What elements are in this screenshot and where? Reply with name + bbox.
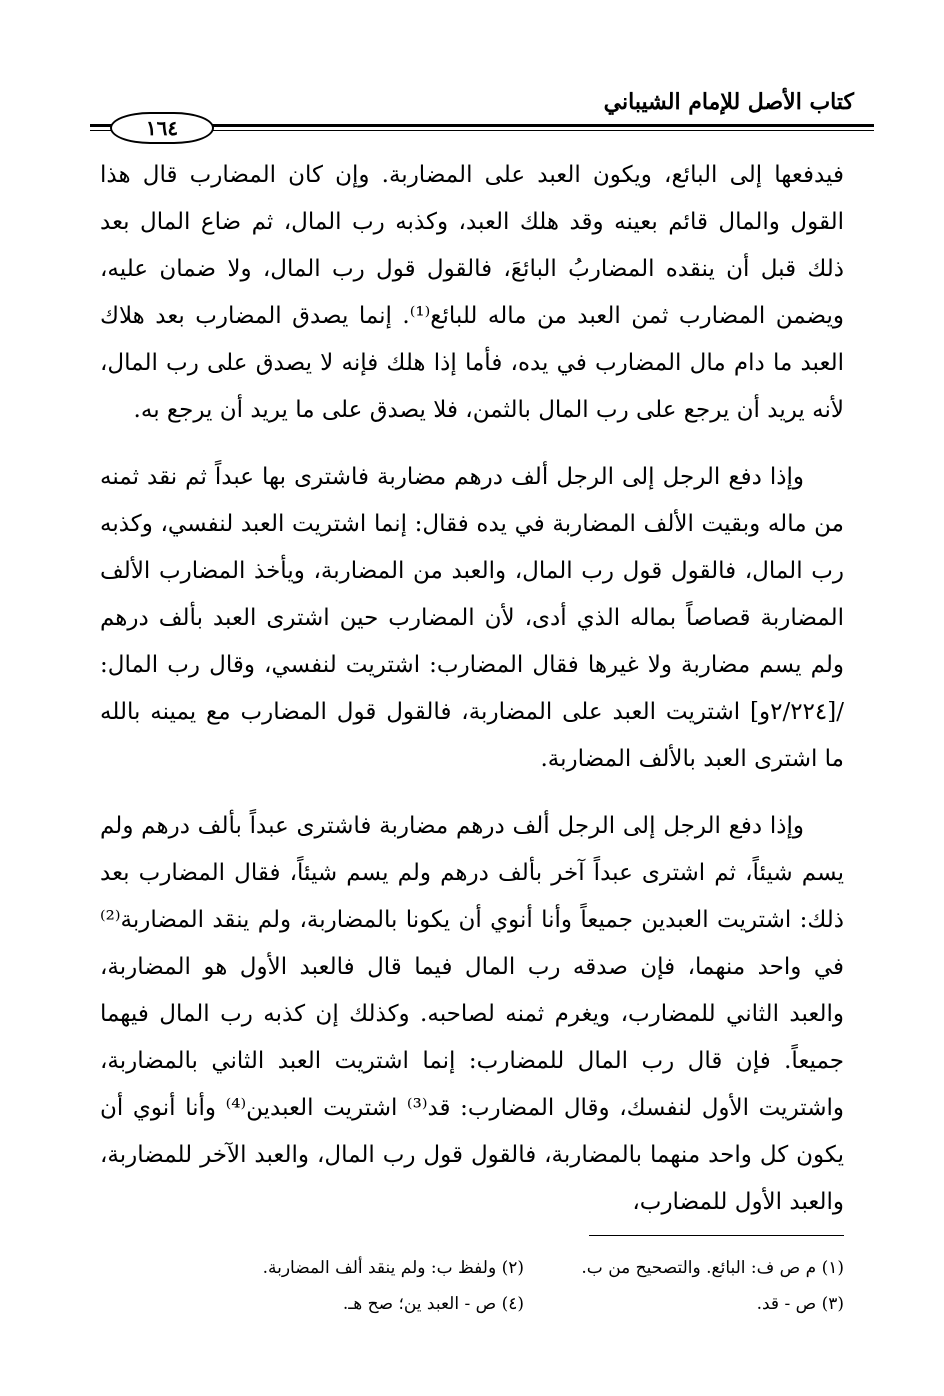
- footnote-1: (١) م ص ف: البائع. والتصحيح من ب.: [581, 1258, 844, 1278]
- footnote-3: (٣) ص - قد.: [756, 1294, 844, 1314]
- paragraph-2: وإذا دفع الرجل إلى الرجل ألف درهم مضاربة فاشترى بها عبداً ثم نقد ثمنه من ماله وبقيت الألف المضاربة في يده فقال: إنما اشتريت العبد لنفسي، وكذبه رب المال، فالقول قول رب المال، والعبد من المضاربة، ويأخذ المضارب الألف المضاربة قصاصاً بماله الذي أدى، لأن المضارب حين اشترى العبد بألف درهم ولم يسم مضاربة ولا غيرها فقال المضارب: اشتريت لنفسي، وقال رب المال: /[٢/٢٢٤و] اشتريت العبد على المضاربة، فالقول قول المضارب مع يمينه بالله ما اشترى العبد بالألف المضاربة.: [100, 464, 844, 772]
- footnote-row-1: [100, 1250, 844, 1286]
- page-header: [70, 88, 874, 140]
- paragraph-3: وإذا دفع الرجل إلى الرجل ألف درهم مضاربة فاشترى عبداً بألف درهم ولم يسم شيئاً، ثم اشترى عبداً آخر بألف درهم ولم يسم شيئاً، فقال المضارب بعد ذلك: اشتريت العبدين جميعاً وأنا أنوي أن يكونا بالمضاربة، ولم ينقد المضاربة⁽²⁾ في واحد منهما، فإن صدقه رب المال فيما قال فالعبد الأول هو المضاربة، والعبد الثاني للمضارب، ويغرم ثمنه لصاحبه. وكذلك إن كذبه رب المال فيهما جميعاً. فإن قال رب المال للمضارب: إنما اشتريت العبد الثاني بالمضاربة، واشتريت الأول لنفسك، وقال المضارب: قد⁽³⁾ اشتريت العبدين⁽⁴⁾ وأنا أنوي أن يكون كل واحد منهما بالمضاربة، فالقول قول رب المال، والعبد الآخر للمضاربة، والعبد الأول للمضارب،: [100, 813, 844, 1215]
- footnote-4: (٤) ص - العبد ين؛ صح هـ.: [342, 1294, 524, 1314]
- footnote-row-2: [100, 1286, 844, 1322]
- paragraph-1: فيدفعها إلى البائع، ويكون العبد على المضاربة. وإن كان المضارب قال هذا القول والمال قائم بعينه وقد هلك العبد، وكذبه رب المال، ثم ضاع المال بعد ذلك قبل أن ينقده المضاربُ البائعَ، فالقول قول رب المال، ولا ضمان عليه، ويضمن المضارب ثمن العبد من ماله للبائع⁽¹⁾. إنما يصدق المضارب بعد هلاك العبد ما دام مال المضارب في يده، فأما إذا هلك فإنه لا يصدق على رب المال، لأنه يريد أن يرجع على رب المال بالثمن، فلا يصدق على ما يريد أن يرجع به.: [100, 162, 844, 423]
- footnotes: [100, 1250, 844, 1322]
- footnote-separator: [589, 1235, 844, 1236]
- book-title: كتاب الأصل للإمام الشيباني: [603, 89, 854, 115]
- page-number: ١٦٤: [110, 112, 214, 144]
- main-text: [100, 152, 844, 1226]
- footnote-2: (٢) ولفظ ب: ولم ينقد ألف المضاربة.: [262, 1258, 524, 1278]
